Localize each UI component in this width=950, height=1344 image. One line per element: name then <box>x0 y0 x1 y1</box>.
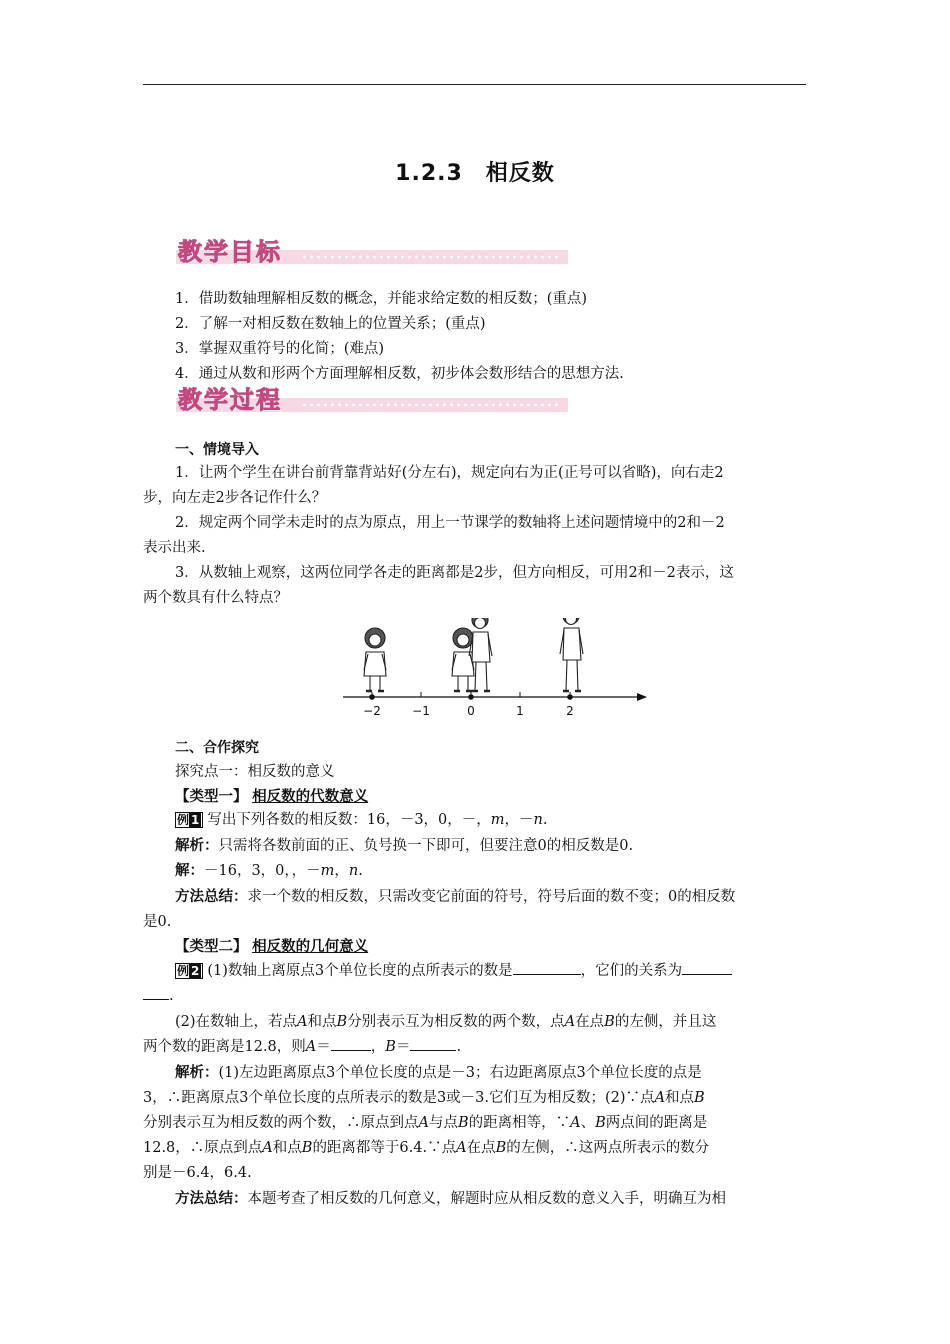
answer-blank[interactable] <box>682 960 732 975</box>
header-rule <box>143 84 806 85</box>
example1-line: 例 1 写出下列各数的相反数：16，－3，0，－，m，－n. <box>177 812 548 828</box>
section-heading: 二、合作探究 <box>175 740 259 756</box>
banner-teaching-process <box>176 384 568 414</box>
solution1-line: 解：－16，3，0，，－m，n. <box>175 863 363 879</box>
explore-point: 探究点一：相反数的意义 <box>175 764 335 780</box>
method1-line: 方法总结：求一个数的相反数，只需改变它前面的符号，符号后面的数不变；0的相反数 <box>175 889 736 905</box>
type2-heading <box>175 936 845 958</box>
paragraph-line: 步，向左走2步各记作什么？ <box>143 490 327 506</box>
goal-item: 2．了解一对相反数在数轴上的位置关系；(重点) <box>175 316 486 332</box>
analysis2-line: 3，∴距离原点3个单位长度的点所表示的数是3或－3.它们互为相反数；(2)∵点A和点B <box>143 1090 705 1106</box>
example-badge: 例 1 <box>175 812 203 828</box>
type-title: 相反数的几何意义 <box>252 939 369 955</box>
answer-blank[interactable] <box>143 985 169 1000</box>
method2-line: 方法总结：本题考查了相反数的几何意义，解题时应从相反数的意义入手，明确互为相 <box>175 1191 726 1207</box>
method1-line: 是0. <box>143 914 172 930</box>
analysis2-line: 分别表示互为相反数的两个数，∴原点到点A与点B的距离相等，∵A、B两点间的距离是 <box>143 1115 708 1131</box>
analysis2-line: 别是－6.4，6.4. <box>143 1165 252 1181</box>
example2-line: 例 2 (1)数轴上离原点3个单位长度的点所表示的数是 ，它们的关系为 <box>175 960 845 982</box>
example2-q2-line: (2)在数轴上，若点A和点B分别表示互为相反数的两个数，点A在点B的左侧，并且这 <box>175 1014 717 1030</box>
tick-label: 1 <box>516 704 524 718</box>
goal-item: 3．掌握双重符号的化简；(难点) <box>175 341 385 357</box>
type-tag: 【类型一】 <box>175 789 248 805</box>
number-line-figure <box>335 618 655 726</box>
tick-label: 0 <box>467 704 475 718</box>
tick-label: −2 <box>363 704 381 718</box>
type-title: 相反数的代数意义 <box>252 789 369 805</box>
banner-dots <box>301 402 561 408</box>
example2-line: . <box>143 985 813 1007</box>
banner-teaching-goals <box>176 236 568 266</box>
paragraph-line: 3．从数轴上观察，这两位同学各走的距离都是2步，但方向相反，可用2和－2表示，这 <box>175 565 734 581</box>
answer-blank[interactable] <box>513 960 581 975</box>
page-title: 1.2.3 相反数 <box>395 161 555 186</box>
analysis2-line: 解析：(1)左边距离原点3个单位长度的点是－3；右边距离原点3个单位长度的点是 <box>175 1065 702 1081</box>
banner-label: 教学过程 <box>178 386 282 414</box>
example2-q2-line: 两个数的距离是12.8，则A＝ ，B＝ . <box>143 1036 813 1058</box>
tick-label: 2 <box>566 704 574 718</box>
analysis1-line: 解析：只需将各数前面的正、负号换一下即可，但要注意0的相反数是0. <box>175 838 634 854</box>
banner-dots <box>301 254 561 260</box>
goal-item: 4．通过从数和形两个方面理解相反数，初步体会数形结合的思想方法. <box>175 366 624 382</box>
answer-blank[interactable] <box>331 1036 371 1051</box>
analysis2-line: 12.8，∴原点到点A和点B的距离都等于6.4.∵点A在点B的左侧，∴这两点所表示的数分 <box>143 1140 710 1156</box>
goal-item: 1．借助数轴理解相反数的概念，并能求给定数的相反数；(重点) <box>175 291 588 307</box>
answer-blank[interactable] <box>410 1036 456 1051</box>
paragraph-line: 2．规定两个同学未走时的点为原点，用上一节课学的数轴将上述问题情境中的2和－2 <box>175 515 725 531</box>
example-badge: 例 2 <box>175 963 203 979</box>
paragraph-line: 两个数具有什么特点？ <box>143 590 288 606</box>
paragraph-line: 表示出来. <box>143 540 206 556</box>
type1-heading <box>175 786 845 808</box>
paragraph-line: 1．让两个学生在讲台前背靠背站好(分左右)，规定向右为正(正号可以省略)，向右走2 <box>175 465 724 481</box>
type-tag: 【类型二】 <box>175 939 248 955</box>
banner-label: 教学目标 <box>178 238 282 266</box>
section-heading: 一、情境导入 <box>175 442 259 458</box>
tick-label: −1 <box>412 704 430 718</box>
